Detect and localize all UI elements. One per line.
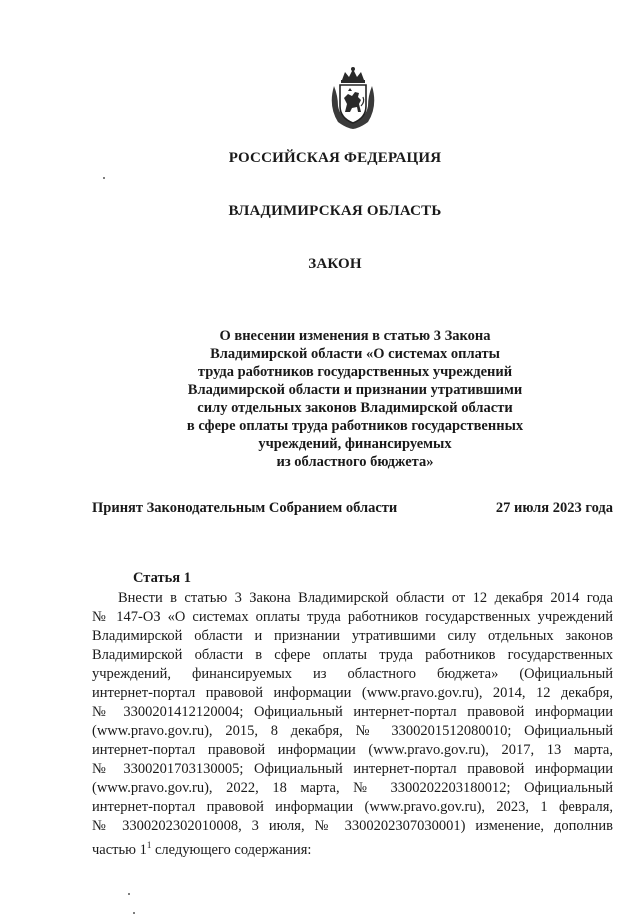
article-title: Статья 1: [133, 570, 191, 586]
article-line: № 3300202302010008, 3 июля, № 3300202307030001) изменение, дополнив: [92, 818, 613, 834]
article-last-line-start: частью 1: [92, 841, 147, 858]
article-line: № 3300201703130005; Официальный интернет-портал правовой информации: [92, 761, 613, 777]
article-last-line-end: следующего содержания:: [151, 841, 312, 858]
article-line: интернет-портал правовой информации (www.pravo.gov.ru), 2017, 13 марта,: [92, 742, 613, 758]
scan-speck: [103, 177, 105, 179]
law-title-line: О внесении изменения в статью 3 Закона: [219, 328, 491, 344]
article-line: Владимирской области и признании утратившими силу отдельных законов: [92, 628, 613, 644]
law-title-line: труда работников государственных учреждений: [197, 364, 513, 380]
law-title-line: Владимирской области и признании утратившими: [187, 382, 523, 398]
article-line: интернет-портал правовой информации (www.pravo.gov.ru), 2014, 12 декабря,: [92, 685, 613, 701]
article-line: № 3300201412120004; Официальный интернет-портал правовой информации: [92, 704, 613, 720]
article-line: (www.pravo.gov.ru), 2022, 18 марта, № 3300202203180012; Официальный: [92, 780, 613, 796]
document-type-heading: ЗАКОН: [308, 256, 362, 272]
article-line: учреждений, финансируемых из областного бюджета» (Официальный: [92, 666, 613, 682]
article-line: Внести в статью 3 Закона Владимирской области от 12 декабря 2014 года: [118, 590, 613, 606]
vladimir-region-coat-of-arms-icon: [328, 66, 378, 130]
law-title-line: Владимирской области «О системах оплаты: [210, 346, 500, 362]
article-line: (www.pravo.gov.ru), 2015, 8 декабря, № 3300201512080010; Официальный: [92, 723, 613, 739]
scan-speck: [128, 893, 130, 895]
country-heading: РОССИЙСКАЯ ФЕДЕРАЦИЯ: [228, 150, 442, 166]
article-last-line: [92, 836, 613, 860]
article-line: № 147-ОЗ «О системах оплаты труда работников государственных учреждений: [92, 609, 613, 625]
article-line: Владимирской области в сфере оплаты труда работников государственных: [92, 647, 613, 663]
law-title-line: силу отдельных законов Владимирской области: [197, 400, 513, 416]
law-title: [150, 327, 560, 471]
article-body: [92, 589, 613, 860]
law-title-line: в сфере оплаты труда работников государственных: [186, 418, 524, 434]
superscript-number: 1: [146, 840, 152, 850]
adopted-by-text: Принят Законодательным Собранием области: [92, 500, 398, 516]
law-title-line: из областного бюджета»: [276, 454, 434, 470]
law-title-line: учреждений, финансируемых: [258, 436, 452, 452]
article-line: интернет-портал правовой информации (www.pravo.gov.ru), 2023, 1 февраля,: [92, 799, 613, 815]
adoption-date: 27 июля 2023 года: [495, 500, 613, 516]
region-heading: ВЛАДИМИРСКАЯ ОБЛАСТЬ: [228, 203, 442, 219]
